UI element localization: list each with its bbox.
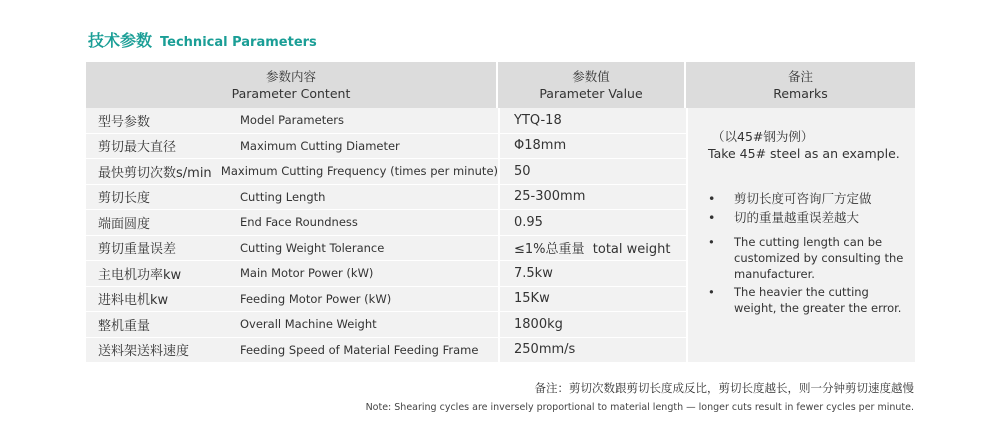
param-name-zh: 最快剪切次数s/min	[98, 165, 212, 181]
param-name-en: Overall Machine Weight	[240, 317, 377, 332]
param-name-zh: 进料电机kw	[98, 293, 169, 309]
header-zh: 参数值	[572, 69, 610, 84]
param-name-zh: 端面圆度	[98, 216, 151, 232]
list-item: • 切的重量越重误差越大	[708, 209, 913, 226]
param-name-zh: 主电机功率kw	[98, 267, 182, 283]
param-value: 15Kw	[498, 287, 686, 313]
remark-example-zh: （以45#钢为例）	[712, 129, 814, 144]
param-cell	[86, 185, 498, 211]
param-cell	[86, 338, 498, 364]
list-item: • The cutting length can be customized by consulting the manufacturer.	[708, 234, 913, 282]
header-parameter-value	[498, 62, 686, 108]
parameters-table	[86, 62, 915, 363]
param-value: 7.5kw	[498, 261, 686, 287]
param-name-en: Main Motor Power (kW)	[240, 266, 374, 281]
param-value: ≤1%总重量 total weight	[498, 236, 686, 262]
list-item: • The heavier the cutting weight, the greater the error.	[708, 284, 913, 316]
param-value: 25-300mm	[498, 185, 686, 211]
remark-example-en: Take 45# steel as an example.	[708, 146, 900, 161]
param-name-en: Maximum Cutting Diameter	[240, 138, 400, 153]
param-name-zh: 剪切长度	[98, 191, 151, 207]
param-name-en: Maximum Cutting Frequency (times per minute)	[220, 164, 498, 179]
header-en: Remarks	[773, 86, 828, 101]
param-cell	[86, 108, 498, 134]
param-name-en: Cutting Length	[240, 189, 326, 204]
param-name-zh: 剪切重量误差	[98, 242, 177, 258]
param-value: 0.95	[498, 210, 686, 236]
header-zh: 备注	[787, 69, 813, 84]
param-cell	[86, 134, 498, 160]
remark-list-zh	[708, 190, 913, 226]
param-name-zh: 型号参数	[98, 114, 151, 130]
section-title-en: Technical Parameters	[160, 35, 317, 50]
header-en: Parameter Content	[231, 86, 351, 101]
param-cell	[86, 159, 498, 185]
param-value: 250mm/s	[498, 338, 686, 364]
param-name-zh: 整机重量	[98, 318, 151, 334]
param-value: 50	[498, 159, 686, 185]
param-value: YTQ-18	[498, 108, 686, 134]
footnote-zh: 备注：剪切次数跟剪切长度成反比，剪切长度越长，则一分钟剪切速度越慢	[534, 381, 914, 395]
param-cell	[86, 210, 498, 236]
table-header-row	[86, 62, 915, 108]
param-name-en: Model Parameters	[240, 113, 345, 128]
param-cell	[86, 312, 498, 338]
footnote-en: Note: Shearing cycles are inversely proportional to material length — longer cuts result in fewer cycles per minute.	[365, 402, 914, 413]
param-value: 1800kg	[498, 312, 686, 338]
param-name-en: Feeding Speed of Material Feeding Frame	[240, 342, 479, 357]
param-name-zh: 送料架送料速度	[98, 344, 190, 360]
table-row	[86, 108, 915, 134]
header-en: Parameter Value	[539, 86, 643, 101]
remark-list-en	[708, 234, 913, 316]
param-name-zh: 剪切最大直径	[98, 140, 177, 156]
param-cell	[86, 261, 498, 287]
param-value: Φ18mm	[498, 134, 686, 160]
param-name-en: End Face Roundness	[240, 215, 358, 230]
param-cell	[86, 236, 498, 262]
remarks-cell	[686, 108, 915, 363]
header-parameter-content	[86, 62, 498, 108]
section-title	[88, 28, 317, 51]
param-cell	[86, 287, 498, 313]
header-zh: 参数内容	[265, 69, 316, 84]
header-remarks	[686, 62, 915, 108]
param-name-en: Feeding Motor Power (kW)	[240, 291, 392, 306]
list-item: • 剪切长度可咨询厂方定做	[708, 190, 913, 207]
section-title-zh: 技术参数	[88, 31, 153, 50]
param-name-en: Cutting Weight Tolerance	[240, 240, 385, 255]
